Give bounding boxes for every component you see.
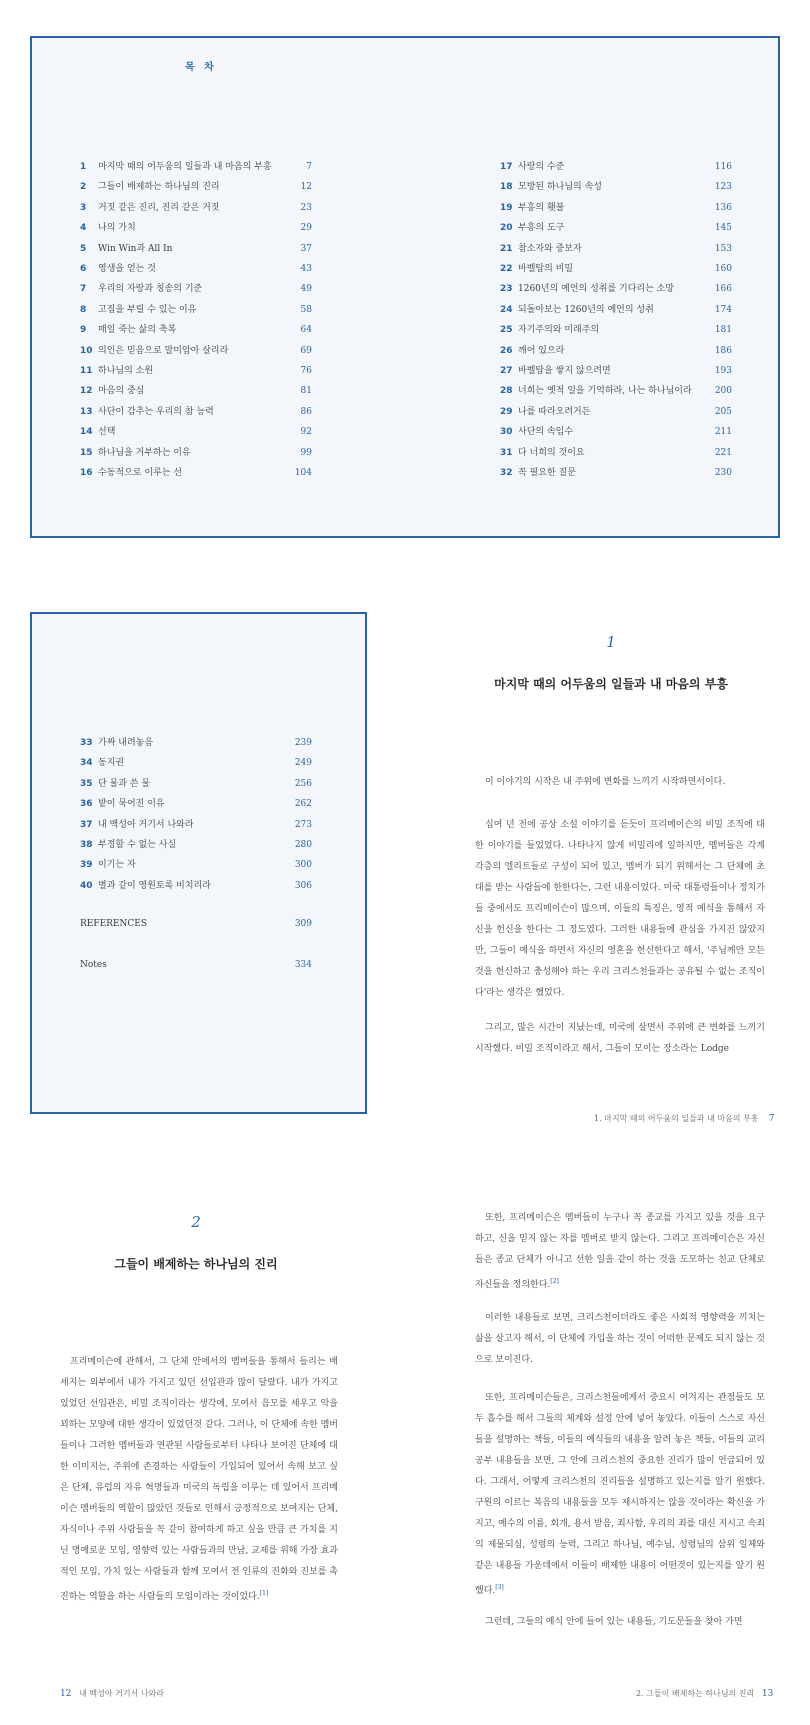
toc-item[interactable]: [500, 219, 732, 237]
toc-item-number: 18: [500, 182, 513, 193]
toc-item-page: 193: [714, 366, 732, 376]
toc-item-number: 36: [80, 799, 93, 810]
toc-item[interactable]: [500, 280, 732, 298]
toc-item-label: 너희는 옛적 일을 기억하라, 나는 하나님이라: [518, 386, 692, 397]
toc-item-label: 바벨탑을 쌓지 않으려면: [518, 366, 611, 376]
toc-item-page: 200: [714, 386, 732, 397]
toc-item-label: 그들이 배제하는 하나님의 진리: [98, 182, 220, 193]
toc-item-label: 매일 죽는 삶의 축복: [98, 325, 177, 336]
toc-item[interactable]: [80, 816, 312, 834]
toc-item-label: 이기는 자: [98, 860, 136, 871]
toc-title: 목 차: [185, 62, 217, 73]
toc-item-number: 35: [80, 778, 93, 789]
toc-item-page: 211: [714, 427, 732, 438]
toc-item-page: 273: [294, 819, 312, 830]
toc-item-label: 수동적으로 이루는 선: [98, 468, 182, 478]
toc-item[interactable]: [500, 301, 732, 319]
toc-item[interactable]: [500, 321, 732, 339]
chapter-number: 2: [191, 1213, 201, 1231]
toc-item-number: 28: [500, 386, 513, 397]
toc-item-page: 239: [294, 738, 312, 748]
toc-item[interactable]: [500, 260, 732, 278]
footer-page-number: 13: [761, 1689, 774, 1699]
toc-item-label: 나를 따라오려거든: [518, 406, 591, 417]
toc-item[interactable]: [500, 444, 732, 462]
toc-item[interactable]: [80, 240, 312, 258]
toc-item[interactable]: [80, 836, 312, 854]
toc-item-page: 145: [714, 223, 732, 234]
toc-item-number: 30: [500, 427, 513, 438]
toc-item-page: 249: [294, 758, 312, 769]
toc-item-label: 별과 같이 영원토록 비치리라: [98, 880, 211, 891]
page-footer-7: [594, 1113, 774, 1124]
toc-item-label: 자기주의와 미래주의: [518, 325, 600, 336]
toc-item-label: 고집을 부릴 수 있는 이유: [98, 304, 197, 315]
page-footer-12: [60, 1688, 164, 1699]
toc-item-number: 14: [80, 427, 93, 438]
toc-item[interactable]: [80, 403, 312, 421]
toc-item-number: 13: [80, 406, 93, 417]
toc-item[interactable]: [500, 382, 732, 400]
toc-references-page: 309: [294, 919, 312, 929]
toc-item[interactable]: [500, 342, 732, 360]
toc-item[interactable]: [80, 856, 312, 874]
toc-item-label: 내 백성아 거기서 나와라: [98, 819, 194, 830]
toc-notes-label: Notes: [80, 960, 107, 970]
toc-item-number: 27: [500, 366, 513, 376]
toc-item-page: 181: [714, 325, 732, 336]
toc-item-label: 의인은 믿음으로 말미암아 살리라: [98, 345, 229, 356]
toc-item-number: 21: [500, 243, 513, 254]
toc-item-number: 19: [500, 202, 513, 213]
toc-item-page: 153: [714, 243, 732, 254]
toc-item-number: 34: [80, 758, 93, 769]
toc-item-number: 20: [500, 223, 513, 234]
toc-item[interactable]: [500, 240, 732, 258]
toc-item-page: 37: [300, 243, 312, 254]
chapter1-paragraph-1: 이 이야기의 시작은 내 주위에 변화를 느끼기 시작하면서이다.: [485, 777, 726, 787]
toc-item-label: 사랑의 수준: [518, 162, 565, 172]
toc-item[interactable]: [500, 199, 732, 217]
toc-item-number: 2: [80, 182, 87, 193]
footer-chapter-title: 1. 마지막 때의 어두움의 일들과 내 마음의 부흥: [594, 1114, 759, 1123]
toc-item-page: 123: [714, 182, 732, 193]
toc-item-number: 25: [500, 325, 513, 336]
toc-item-number: 3: [80, 202, 87, 213]
toc-item-page: 230: [714, 468, 732, 478]
toc-item-page: 58: [300, 304, 312, 315]
toc-item-label: 1260년의 예언의 성취를 기다리는 소망: [518, 284, 675, 295]
toc-item-label: 하나님을 거부하는 이유: [98, 447, 191, 458]
toc-item-page: 86: [300, 406, 312, 417]
toc-item-label: 마지막 때의 어두움의 일들과 내 마음의 부흥: [98, 162, 272, 172]
footnote-marker[interactable]: [1]: [259, 1590, 269, 1597]
toc-item-number: 8: [80, 304, 87, 315]
toc-item[interactable]: [80, 321, 312, 339]
toc-item-page: 99: [300, 447, 312, 458]
footnote-marker[interactable]: [3]: [495, 1584, 504, 1591]
toc-item-page: 64: [300, 325, 312, 336]
chapter-number: 1: [606, 633, 616, 651]
toc-item-page: 136: [714, 202, 732, 213]
toc-item[interactable]: [80, 158, 312, 176]
toc-item-page: 160: [714, 264, 732, 274]
toc-item-page: 12: [300, 182, 312, 193]
toc-item-number: 40: [80, 880, 93, 891]
footer-page-number: 7: [768, 1114, 775, 1124]
toc-item[interactable]: [80, 219, 312, 237]
toc-item-number: 4: [80, 223, 87, 234]
toc-item-label: 우리의 자랑과 칭송의 기준: [98, 284, 203, 295]
toc-item-label: 하나님의 소원: [98, 366, 154, 376]
toc-item-number: 31: [500, 447, 513, 458]
toc-item[interactable]: [80, 362, 312, 380]
toc-item[interactable]: [80, 342, 312, 360]
toc-item-label: 꼭 필요한 질문: [518, 468, 576, 478]
toc-item-number: 5: [80, 243, 87, 254]
toc-item[interactable]: [500, 464, 732, 482]
toc-item-label: 다 너희의 것이요: [518, 447, 585, 458]
toc-item-number: 24: [500, 304, 513, 315]
toc-item-page: 49: [300, 284, 312, 295]
toc-item-label: 동지권: [98, 758, 125, 769]
chapter2-right-paragraph: 이러한 내용들로 보면, 크리스천이더라도 좋은 사회적 영향력을 끼치는 삶을 살고자 해서, 이 단체에 가입을 하는 것이 어떠한 문제도 되지 않는 것으로 보이진다.: [475, 1313, 765, 1365]
toc-item-label: 부정할 수 없는 사실: [98, 840, 177, 850]
toc-item-page: 81: [300, 386, 312, 397]
toc-item-label: 밭이 묵어진 이유: [98, 799, 165, 810]
toc-item[interactable]: [500, 362, 732, 380]
toc-item-page: 300: [294, 860, 312, 871]
toc-item[interactable]: [500, 403, 732, 421]
toc-item-number: 23: [500, 284, 513, 295]
toc-item-label: 모방된 하나님의 속성: [518, 182, 602, 193]
toc-item-label: Win Win과 All In: [98, 243, 173, 254]
toc-item-page: 29: [300, 223, 312, 234]
toc-item-label: 부흥의 횃불: [518, 202, 565, 213]
toc-references[interactable]: [80, 915, 312, 933]
toc-item-number: 11: [80, 366, 93, 376]
toc-item-page: 221: [714, 447, 732, 458]
toc-item-number: 10: [80, 345, 93, 356]
toc-item-page: 166: [714, 284, 732, 295]
toc-item-number: 33: [80, 738, 93, 748]
toc-item-page: 205: [714, 406, 732, 417]
toc-item[interactable]: [500, 178, 732, 196]
toc-item-label: 깨어 있으라: [518, 345, 565, 356]
toc-item-number: 16: [80, 468, 93, 478]
toc-item-label: 나의 가치: [98, 223, 136, 234]
toc-item-label: 참소자와 중보자: [518, 243, 582, 254]
toc-item-page: 186: [714, 345, 732, 356]
toc-item-label: 사단이 감추는 우리의 참 능력: [98, 406, 214, 417]
toc-item[interactable]: [80, 178, 312, 196]
toc-item-label: 사단의 속임수: [518, 427, 574, 438]
toc-notes-page: 334: [294, 960, 312, 970]
toc-item[interactable]: [500, 158, 732, 176]
toc-item[interactable]: [80, 877, 312, 895]
toc-item-number: 32: [500, 468, 513, 478]
chapter2-paragraph-1: 프리메이슨에 관해서, 그 단체 안에서의 멤버들을 통해서 들리는 배세지는 외부에서 내가 가지고 있던 선입관과 많이 달랐다. 내가 가지고 있었던 선입관은, 비밀 조직이라는 생각에, 모여서 음모를 세우고 악을 꾀하는 모양에 대한 생각이 있었던것 같다. 그러나, 이 단체에 속한 멤버들이나 그러한 멤버들과 연관된 사람들로부터 나타나 보여진 단체에 대한 이미지는, 주위에 존경하는 사람들이 가입되어 있어서 속해 보고 싶은 단체, 유럽의 자유 혁명들과 미국의 독립을 이루는 데 있어서 프리메이슨 멤버들의 역할이 많았던 것들로 인해서 긍정적으로 보여지는 단체, 자식이나 주위 사람들을 꼭 같이 참여하게 하고 싶을 만큼 큰 가치를 지닌 명예로운 모임, 영향력 있는 사람들과의 만남, 교제를 위해 가장 효과적인 모임, 가치 있는 사람들과 함께 모여서 전 인류의 진화와 진보를 촉진하는 역할을 하는 사람들의 모임이라는 것이었다.[1]: [60, 1357, 338, 1602]
toc-item-number: 12: [80, 386, 93, 397]
toc-item[interactable]: [80, 280, 312, 298]
toc-item-page: 116: [714, 162, 732, 172]
toc-item-number: 39: [80, 860, 93, 871]
toc-item-number: 15: [80, 447, 93, 458]
toc-item[interactable]: [80, 734, 312, 752]
chapter-title: 그들이 배제하는 하나님의 진리: [114, 1257, 278, 1271]
footnote-marker[interactable]: [2]: [550, 1278, 559, 1285]
footer-page-number: 12: [60, 1689, 72, 1699]
toc-item-number: 17: [500, 162, 513, 172]
toc-item-page: 69: [300, 345, 312, 356]
toc-item-number: 7: [80, 284, 87, 295]
toc-item-page: 92: [300, 427, 312, 438]
toc-item-label: 거짓 같은 진리, 진리 같은 거짓: [98, 202, 220, 213]
toc-item-label: 영생을 얻는 것: [98, 264, 156, 274]
toc-item-page: 306: [294, 880, 312, 891]
chapter2-right-paragraph: 또한, 프리메이슨은 멤버들이 누구나 꼭 종교를 가지고 있을 것을 요구하고, 신을 믿지 않는 자를 멤버로 받지 않는다. 그리고 프리메이슨은 자신들은 종교 단체가 아니고 선한 일을 같이 하는 것을 도모하는 친교 단체로 자신들을 정의한다.[2]: [475, 1213, 765, 1290]
toc-item-number: 22: [500, 264, 513, 274]
toc-item-number: 1: [80, 162, 87, 172]
toc-item[interactable]: [80, 260, 312, 278]
toc-item-page: 23: [300, 202, 312, 213]
toc-item-label: 부흥의 도구: [518, 223, 565, 234]
toc-item[interactable]: [80, 464, 312, 482]
toc-item-page: 43: [300, 264, 312, 274]
footer-book-title: 내 백성아 거기서 나와라: [79, 1689, 165, 1698]
toc-item[interactable]: [80, 199, 312, 217]
toc-item-label: 선택: [98, 427, 116, 438]
toc-item[interactable]: [80, 444, 312, 462]
chapter2-right-paragraph: 그런데, 그들의 예식 안에 들어 있는 내용들, 기도문들을 찾아 가면: [485, 1617, 743, 1627]
toc-item-page: 280: [294, 840, 312, 850]
toc-item[interactable]: [80, 795, 312, 813]
toc-item-label: 되돌아보는 1260년의 예언의 성취: [518, 304, 654, 315]
toc-item-number: 9: [80, 325, 87, 336]
toc-item[interactable]: [500, 423, 732, 441]
chapter-title: 마지막 때의 어두움의 일들과 내 마음의 부흥: [494, 677, 728, 691]
toc-item[interactable]: [80, 775, 312, 793]
toc-references-label: REFERENCES: [80, 919, 148, 929]
toc-item-number: 37: [80, 819, 93, 830]
chapter1-paragraph-3: 그리고, 많은 시간이 지났는데, 미국에 살면서 주위에 큰 변화를 느끼기 시작했다. 비밀 조직이라고 해서, 그들이 모이는 장소라는 Lodge: [475, 1023, 765, 1054]
toc-item[interactable]: [80, 301, 312, 319]
toc-item-page: 256: [294, 778, 312, 789]
chapter2-right-paragraph: 또한, 프리메이슨들은, 크리스천들에게서 중요시 여겨지는 관점들도 모두 흡수를 해서 그들의 체계와 설정 안에 넣어 놓았다. 이들이 스스로 자신들을 설명하는 책들, 이들의 예식들의 내용을 알려 놓은 책들, 이들의 교리 공부 내용들을 보면, 그 안에 크리스천의 중요한 진리가 많이 언급되어 있다. 그래서, 어떻게 크리스천의 진리들을 설명하고 있는지를 알기 원했다. 구원의 이르는 복음의 내용들을 모두 제시하지는 않을 것이라는 확신을 가지고, 예수의 이름, 회개, 용서 받음, 죄사함, 우리의 죄를 대신 지시고 속죄의 제물되심, 성령의 능력, 그리고 하나님, 예수님, 성령님의 삼위 일체와 같은 내용들 가운데에서 이들이 배제한 내용이 어떤것이 있는지를 알기 원했다.[3]: [475, 1393, 765, 1596]
toc-item-label: 단 물과 쓴 물: [98, 778, 151, 789]
toc-item-page: 262: [294, 799, 312, 810]
toc-item-number: 6: [80, 264, 87, 274]
footer-chapter-title: 2. 그들이 배제하는 하나님의 진리: [636, 1689, 755, 1698]
toc-notes[interactable]: [80, 956, 312, 974]
toc-item-label: 바벨탑의 비밀: [518, 264, 574, 274]
toc-item-label: 마음의 중심: [98, 386, 145, 397]
page-footer-13: [636, 1688, 773, 1699]
toc-item-number: 38: [80, 840, 93, 850]
chapter1-paragraph-2: 십여 년 전에 공상 소설 이야기를 듣듯이 프리메이슨의 비밀 조직에 대한 이야기를 들었었다. 나타나지 않게 비밀리에 일하지만, 멤버들은 각계 각층의 엘리트들로 구성이 되어 있고, 멤버가 되기 위해서는 그 단체에 초대를 받는 사람들에 한한다는, 그런 내용이었다. 미국 대통령들이나 정치가들 중에서도 프리메이슨이 많으며, 이들의 특징은, 영적 예식을 통해서 자신을 헌신을 한다는 그 정도였다. 그러한 내용들에 관심을 가지진 않았지만, 그들이 예식을 하면서 자신의 영혼을 헌신한다고 해서, '주님께만 모든 것을 헌신하고 충성해야 하는 우리 크리스천들과는 공유될 수 없는 조직이다'라는 생각은 했었다.: [475, 820, 765, 998]
toc-item-page: 7: [306, 162, 312, 172]
toc-item-page: 76: [300, 366, 312, 376]
toc-item[interactable]: [80, 382, 312, 400]
toc-item-page: 174: [714, 304, 732, 315]
toc-item-page: 104: [294, 468, 312, 478]
toc-item[interactable]: [80, 754, 312, 772]
toc-item-label: 가짜 내려놓음: [98, 738, 154, 748]
toc-item[interactable]: [80, 423, 312, 441]
toc-item-number: 29: [500, 406, 513, 417]
toc-item-number: 26: [500, 345, 513, 356]
